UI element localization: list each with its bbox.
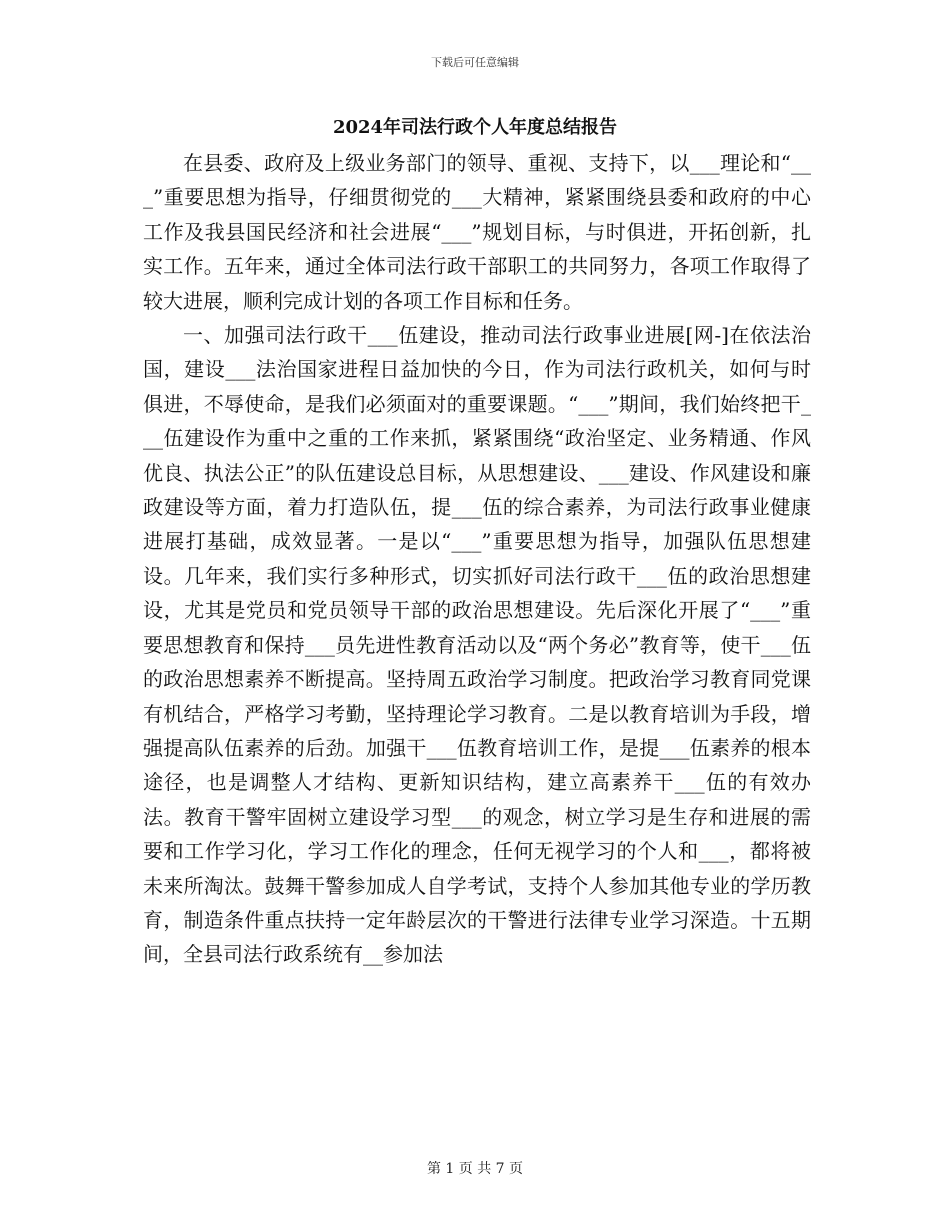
document-body: [143, 146, 811, 972]
paragraph-intro: 在县委、政府及上级业务部门的领导、重视、支持下，以___理论和“___”重要思想为指导，仔细贯彻党的___大精神，紧紧围绕县委和政府的中心工作及我县国民经济和社会进展“___”规划目标，与时俱进，开拓创新，扎实工作。五年来，通过全体司法行政干部职工的共同努力，各项工作取得了较大进展，顺利完成计划的各项工作目标和任务。: [143, 151, 811, 313]
document-title: 2024年司法行政个人年度总结报告: [332, 117, 618, 138]
header-note: 下载后可任意编辑: [431, 56, 519, 69]
paragraph-section-1: 一、加强司法行政干___伍建设，推动司法行政事业进展[网-]在依法治国，建设___法治国家进程日益加快的今日，作为司法行政机关，如何与时俱进，不辱使命，是我们必须面对的重要课题。“___”期间，我们始终把干___伍建设作为重中之重的工作来抓，紧紧围绕“政治坚定、业务精通、作风优良、执法公正”的队伍建设总目标，从思想建设、___建设、作风建设和廉政建设等方面，着力打造队伍，提___伍的综合素养，为司法行政事业健康进展打基础，成效显著。一是以“___”重要思想为指导，加强队伍思想建设。几年来，我们实行多种形式，切实抓好司法行政干___伍的政治思想建设，尤其是党员和党员领导干部的政治思想建设。先后深化开展了“___”重要思想教育和保持___员先进性教育活动以及“两个务必”教育等，使干___伍的政治思想素养不断提高。坚持周五政治学习制度。把政治学习教育同党课有机结合，严格学习考勤，坚持理论学习教育。二是以教育培训为手段，增强提高队伍素养的后劲。加强干___伍教育培训工作，是提___伍素养的根本途径，也是调整人才结构、更新知识结构，建立高素养干___伍的有效办法。教育干警牢固树立建设学习型___的观念，树立学习是生存和进展的需要和工作学习化，学习工作化的理念，任何无视学习的个人和___，都将被未来所淘汰。鼓舞干警参加成人自学考试，支持个人参加其他专业的学历教育，制造条件重点扶持一定年龄层次的干警进行法律专业学习深造。十五期间，全县司法行政系统有__参加法: [143, 323, 811, 967]
page-footer: 第 1 页 共 7 页: [426, 1161, 524, 1177]
